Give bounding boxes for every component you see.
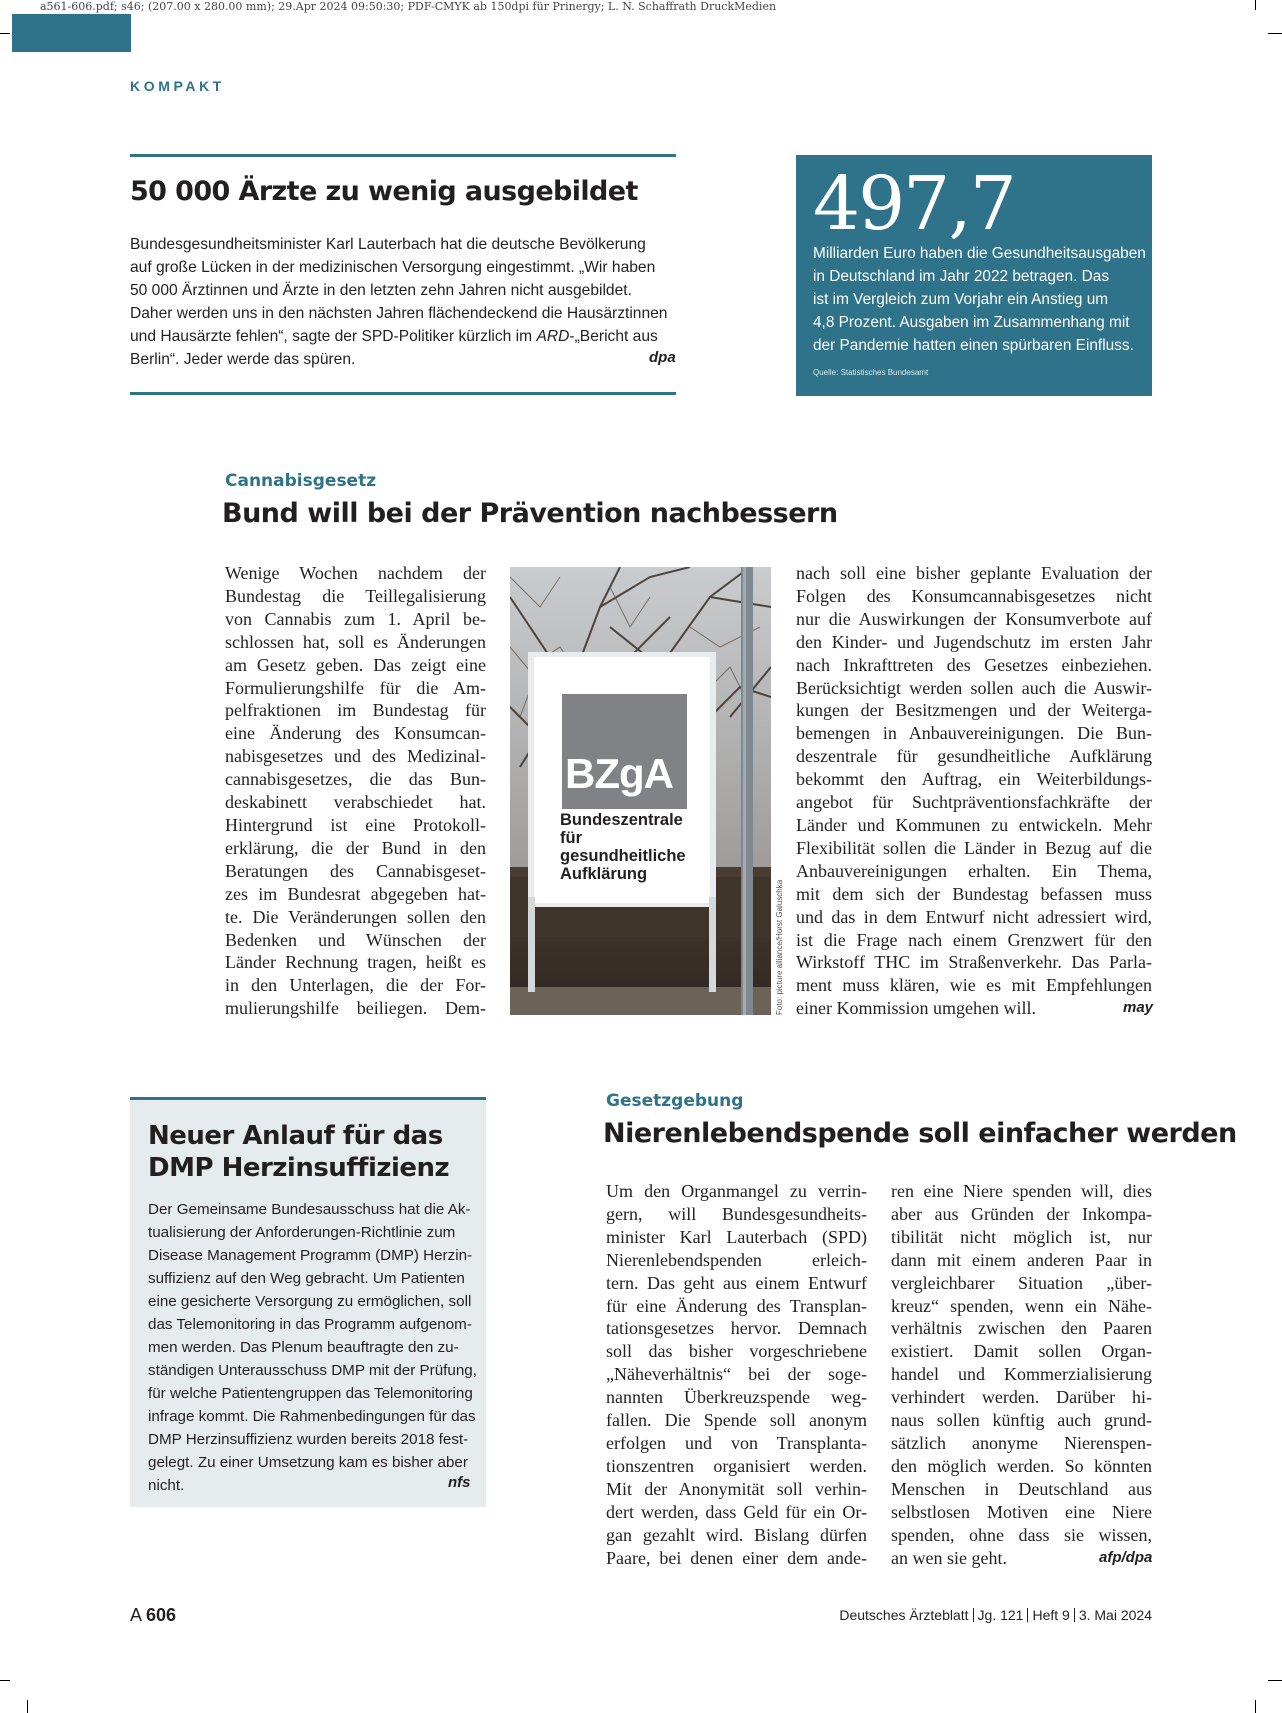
stat-number: 497,7: [813, 161, 1015, 247]
article3-col2-line: verhältnis zwischen den Paaren: [891, 1318, 1152, 1339]
stat-line: Milliarden Euro haben die Gesundheitsausgaben: [813, 245, 1146, 262]
box-line: eine gesicherte Versorgung zu ermöglichen, soll: [148, 1293, 472, 1310]
article2-col2-line: mit dem sich der Bundestag befassen muss: [796, 883, 1152, 904]
article2-col2-line: Berücksichtigt werden sollen auch die Auswir-: [796, 677, 1152, 698]
article2-col1-line: Wenige Wochen nachdem der: [225, 563, 486, 583]
box-title-line: Neuer Anlauf für das: [148, 1121, 443, 1151]
crop-mark-bottom-left: [0, 1680, 10, 1681]
crop-mark-top-left: [0, 33, 10, 34]
article3-col2-line: den möglich werden. So könnten: [891, 1455, 1152, 1476]
article3-col1-line: dert werden, dass Geld für ein Or-: [606, 1501, 867, 1522]
article3-kicker: Gesetzgebung: [606, 1091, 744, 1111]
article3-column-2: [891, 1180, 1152, 1569]
article3-col1-line: Um den Organmangel zu verrin-: [606, 1181, 867, 1201]
article1-byline: dpa: [649, 349, 676, 366]
page-number-value: 606: [146, 1605, 177, 1625]
sign-line: Bundeszentrale: [560, 811, 683, 829]
article3-col1-line: tionszentren organisiert werden.: [606, 1455, 867, 1476]
article2-col1-line: zes im Bundesrat abgegeben hat-: [225, 883, 486, 904]
article2-kicker: Cannabisgesetz: [225, 471, 377, 491]
photo-credit: Foto: picture alliance/Horst Galuschka: [775, 879, 784, 1015]
article2-col1-line: in den Unterlagen, die der For-: [225, 975, 486, 996]
sign-line: Aufklärung: [560, 865, 648, 883]
article1-body: [130, 233, 676, 371]
journal-name: Deutsches Ärzteblatt: [839, 1607, 969, 1623]
journal-reference: [839, 1607, 1152, 1623]
article3-col1-line: tern. Das geht aus einem Entwurf: [606, 1272, 867, 1293]
stat-source: Quelle: Statistisches Bundesamt: [813, 368, 929, 377]
article3-col1-line: tationsgesetzes hervor. Demnach: [606, 1318, 867, 1339]
article3-col2-line: kreuz“ spenden, wenn ein Nähe-: [891, 1295, 1152, 1316]
article2-col1-line: pelfraktionen im Bundestag für: [225, 700, 486, 721]
crop-mark-top-right-v: [1255, 0, 1256, 10]
article2-col1-line: Beratungen des Cannabisgeset-: [225, 860, 486, 881]
sign-logo-text: BZgA: [565, 750, 673, 797]
article1-line-part: -„Bericht aus: [569, 328, 658, 345]
article2-col1-line: von Cannabis zum 1. April be-: [225, 608, 486, 629]
article2-col1-line: deskabinett verabschiedet hat.: [225, 792, 486, 813]
article1-title: 50 000 Ärzte zu wenig ausgebildet: [130, 176, 638, 207]
box-title: [148, 1120, 449, 1184]
article2-byline: may: [1123, 999, 1154, 1016]
article2-col1-line: Länder Rechnung tragen, heißt es: [225, 952, 486, 973]
article3-col2-line: spenden, ohne dass sie wissen,: [891, 1524, 1152, 1545]
article2-col1-line: nabisgesetzes und des Medizinal-: [225, 746, 486, 767]
article3-col2-line: verhindert werden. Darüber hi-: [891, 1387, 1152, 1408]
print-header: a561-606.pdf; s46; (207.00 x 280.00 mm); 29.Apr 2024 09:50:30; PDF-CMYK ab 150dpi für Prinergy; L. N. Schaffrath DruckMedien: [40, 0, 777, 13]
box-line: suffizienz auf den Weg gebracht. Um Patienten: [148, 1270, 465, 1287]
page-prefix: A: [130, 1605, 142, 1625]
dmp-box: [130, 1097, 486, 1507]
article2-title: Bund will bei der Prävention nachbessern: [222, 498, 838, 529]
box-line: tualisierung der Anforderungen-Richtlinie zum: [148, 1224, 456, 1241]
stat-text: [813, 242, 1146, 357]
box-line: infrage kommt. Die Rahmenbedingungen für das: [148, 1408, 476, 1425]
article3-col2-line: ren eine Niere spenden will, dies: [891, 1181, 1152, 1201]
article3-col1-line: erfolgen und von Transplanta-: [606, 1432, 867, 1453]
article3-col1-line: Paare, bei denen einer dem ande-: [606, 1547, 867, 1568]
article2-col2-line: bemengen in Anbauvereinigungen. Die Bun-: [796, 723, 1152, 744]
article2-column-1: [225, 562, 486, 1020]
box-title-line: DMP Herzinsuffizienz: [148, 1153, 450, 1183]
header-band: [12, 14, 131, 52]
sign-line: gesundheitliche: [560, 847, 686, 865]
article2-col2-line: Wirkstoff THC im Straßenverkehr. Das Parla-: [796, 952, 1152, 973]
article2-col1-line: am Gesetz geben. Das zeigt eine: [225, 654, 486, 675]
article3-column-1: [606, 1180, 867, 1569]
crop-mark-bottom-right: [1268, 1680, 1282, 1681]
stat-line: 4,8 Prozent. Ausgaben im Zusammenhang mit: [813, 314, 1130, 331]
sign-line: für: [560, 829, 582, 847]
article3-col1-line: Mit der Anonymität soll verhin-: [606, 1478, 867, 1499]
stat-box: [796, 155, 1152, 396]
article1-bottom-rule: [130, 392, 676, 395]
crop-mark-bottom-right-v: [1255, 1700, 1256, 1713]
sign-text: [560, 811, 686, 883]
box-line: gelegt. Zu einer Umsetzung kam es bisher aber: [148, 1454, 468, 1471]
article3-col1-line: „Näheverhältnis“ bei der soge-: [606, 1364, 867, 1385]
stat-line: in Deutschland im Jahr 2022 betragen. Das: [813, 268, 1110, 285]
article3-byline: afp/dpa: [1099, 1549, 1153, 1566]
article2-col2-line: deszentrale für gesundheitliche Aufklärung: [796, 746, 1152, 767]
article3-col2-line: vergleichbarer Situation „über-: [891, 1272, 1152, 1293]
article3-col1-line: nannten Überkreuzspende weg-: [606, 1387, 867, 1408]
article2-col1-line: te. Die Veränderungen sollen den: [225, 906, 486, 927]
article2-col1-line: Hintergrund ist eine Protokoll-: [225, 814, 486, 835]
stat-line: der Pandemie hatten einen spürbaren Einfluss.: [813, 337, 1134, 354]
journal-date: 3. Mai 2024: [1078, 1607, 1152, 1623]
journal-volume: Jg. 121: [977, 1607, 1024, 1623]
article2-col2-line: Länder und Kommunen zu entwickeln. Mehr: [796, 814, 1152, 835]
article3-col2-line: existiert. Damit sollen Organ-: [891, 1341, 1152, 1362]
box-byline: nfs: [448, 1474, 471, 1491]
box-line: Der Gemeinsame Bundesausschuss hat die Ak-: [148, 1201, 471, 1218]
box-line: das Telemonitoring in das Programm aufgenom-: [148, 1316, 472, 1333]
box-line: für welche Patientengruppen das Telemonitoring: [148, 1385, 473, 1402]
crop-mark-top-right: [1268, 33, 1282, 34]
article3-col2-line: aber aus Gründen der Inkompa-: [891, 1203, 1152, 1224]
article1-line: [130, 325, 676, 348]
box-line: Disease Management Programm (DMP) Herzin-: [148, 1247, 473, 1264]
article3-col2-line: tibilität nicht möglich ist, nur: [891, 1226, 1152, 1247]
article3-col1-line: fallen. Die Spende soll anonym: [606, 1410, 867, 1431]
box-line: nicht.: [148, 1477, 185, 1494]
article2-col2-line: kungen der Besitzmengen und der Weiterga-: [796, 700, 1152, 721]
box-line: DMP Herzinsuffizienz wurden bereits 2018 fest-: [148, 1431, 469, 1448]
article1-top-rule: [130, 154, 676, 157]
article2-col1-line: Bundestag die Teillegalisierung: [225, 585, 486, 606]
article3-col1-line: für eine Änderung des Transplan-: [606, 1295, 867, 1316]
crop-mark-bottom-left-v: [27, 1700, 28, 1713]
page-number: [130, 1605, 176, 1626]
article1-line: Daher werden uns in den nächsten Jahren flächendeckend die Hausärztinnen: [130, 305, 668, 322]
article2-col1-line: eine Änderung des Konsumcan-: [225, 723, 486, 744]
article3-col2-line: selbstlosen Motiven eine Niere: [891, 1501, 1152, 1522]
article1-line: auf große Lücken in der medizinischen Versorgung eingestimmt. „Wir haben: [130, 259, 656, 276]
article2-col1-line: mulierungshilfe beiliegen. Dem-: [225, 998, 486, 1019]
article2-col2-line: Folgen des Konsumcannabisgesetzes nicht: [796, 585, 1152, 606]
separator: [1027, 1608, 1028, 1622]
article2-col2-line: und das in dem Entwurf nicht adressiert wird,: [796, 906, 1152, 927]
article2-col1-line: Bedenken und Wünschen der: [225, 929, 486, 950]
article1-ard: ARD: [536, 328, 570, 345]
box-line: men werden. Das Plenum beauftragte den zu-: [148, 1339, 459, 1356]
article2-col2-line: ment muss klären, wie es mit Empfehlungen: [796, 975, 1152, 996]
article1-line: Bundesgesundheitsminister Karl Lauterbach hat die deutsche Bevölkerung: [130, 236, 646, 253]
article3-col1-line: gern, will Bundesgesundheits-: [606, 1203, 867, 1224]
article1-line: Berlin“. Jeder werde das spüren.: [130, 351, 356, 368]
article2-col1-line: erklärung, die der Bund in den: [225, 837, 486, 858]
article3-col2-line: dann mit einem anderen Paar in: [891, 1249, 1152, 1270]
article3-col2-line: an wen sie geht.: [891, 1547, 1007, 1568]
article3-col2-line: Menschen in Deutschland aus: [891, 1478, 1152, 1499]
article3-title: Nierenlebendspende soll einfacher werden: [603, 1118, 1237, 1149]
article2-col2-line: bekommt den Auftrag, ein Weiterbildungs-: [796, 769, 1152, 790]
article2-col2-line: nach Inkrafttreten des Gesetzes einbeziehen.: [796, 654, 1152, 675]
article3-col1-line: Nierenlebendspenden erleich-: [606, 1249, 867, 1270]
article2-col2-line: nach soll eine bisher geplante Evaluation der: [796, 563, 1152, 583]
article2-col2-line: angebot für Suchtpräventionsfachkräfte der: [796, 792, 1152, 813]
article2-col2-line: nur die Auswirkungen der Konsumverbote auf: [796, 608, 1152, 629]
bzga-sign-photo: [510, 567, 771, 1015]
article3-col2-line: naus sollen künftig auch grund-: [891, 1410, 1152, 1431]
article3-col2-line: handel und Kommerzialisierung: [891, 1364, 1152, 1385]
box-line: ständigen Unterausschuss DMP mit der Prüfung,: [148, 1362, 477, 1379]
article2-col2-line: ist die Frage nach einem Grenzwert für den: [796, 929, 1152, 950]
stat-line: ist im Vergleich zum Vorjahr ein Anstieg um: [813, 291, 1109, 308]
separator: [973, 1608, 974, 1622]
article2-col2-line: Anbauvereinigungen erhalten. Ein Thema,: [796, 860, 1152, 881]
article1-line: 50 000 Ärztinnen und Ärzte in den letzten zehn Jahren nicht ausgebildet.: [130, 282, 632, 299]
article2-col2-line: einer Kommission umgehen will.: [796, 998, 1036, 1019]
journal-issue: Heft 9: [1032, 1607, 1070, 1623]
article2-col2-line: Flexibilität sollen die Länder in Bezug auf die: [796, 837, 1152, 858]
article2-col1-line: cannabisgesetzes, die das Bun-: [225, 769, 486, 790]
separator: [1074, 1608, 1075, 1622]
article2-column-2: [796, 562, 1152, 1020]
article1-line-part: und Hausärzte fehlen“, sagte der SPD-Politiker kürzlich im: [130, 328, 537, 345]
section-tag: KOMPAKT: [130, 78, 225, 94]
article3-col1-line: gan gezahlt wird. Bislang dürfen: [606, 1524, 867, 1545]
article3-col1-line: soll das bisher vorgeschriebene: [606, 1341, 867, 1362]
article2-col1-line: Formulierungshilfe für die Am-: [225, 677, 486, 698]
article2-col1-line: schlossen hat, soll es Änderungen: [225, 631, 486, 652]
box-body: [148, 1198, 477, 1497]
article3-col2-line: sätzlich anonyme Nierenspen-: [891, 1432, 1152, 1453]
article3-col1-line: minister Karl Lauterbach (SPD): [606, 1226, 867, 1247]
article2-col2-line: den Kinder- und Jugendschutz im ersten Jahr: [796, 631, 1152, 652]
